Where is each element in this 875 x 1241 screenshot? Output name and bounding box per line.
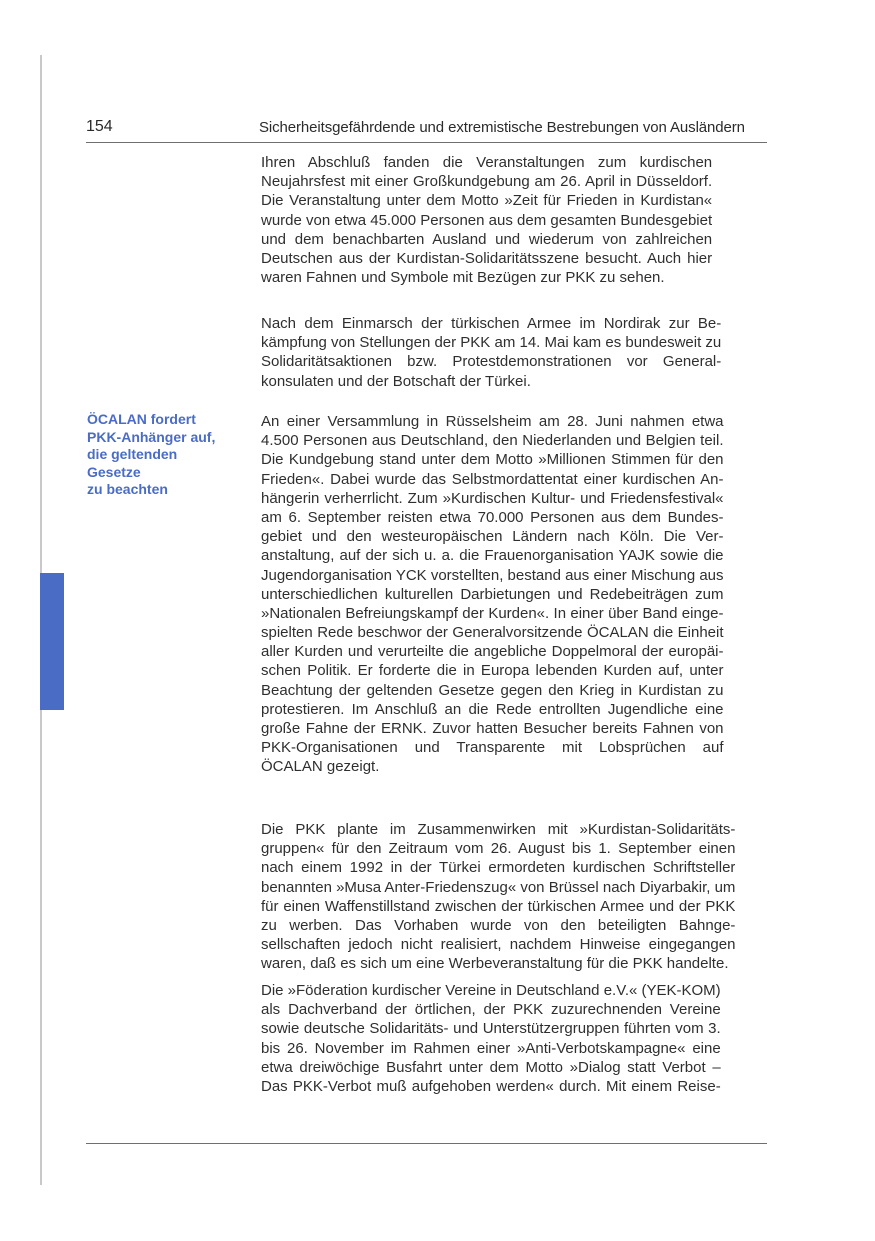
text-line: waren, daß es sich um eine Werbeveranstaltung für die PKK handelte. [261,955,729,973]
text-line: Die Veranstaltung unter dem Motto »Zeit für Frieden in Kurdistan« [261,192,713,210]
text-line: bis 26. November im Rahmen einer »Anti-Verbotskampagne« eine [261,1039,721,1057]
text-line: hängerin verherrlicht. Zum »Kurdischen Kultur- und Friedensfestival« [261,489,724,507]
text-line: Das PKK-Verbot muß aufgehoben werden« durch. Mit einem Reise- [261,1077,721,1095]
text-line: sowie deutsche Solidaritäts- und Unterstützergruppen führten vom 3. [261,1020,721,1038]
text-line: am 6. September reisten etwa 70.000 Personen aus dem Bundes- [261,508,724,526]
text-line: 4.500 Personen aus Deutschland, den Niederlanden und Belgien teil. [261,432,724,450]
text-line: gruppen« für den Zeitraum vom 26. August bis 1. September einen [261,840,736,858]
text-line: protestieren. Im Anschluß an die Rede entrollten Jugendliche eine [261,700,724,718]
margin-note-line: Gesetze [87,463,141,480]
text-line: Neujahrsfest mit einer Großkundgebung am 26. April in Düsseldorf. [261,173,713,191]
text-line: Ihren Abschluß fanden die Veranstaltungen zum kurdischen [261,154,713,171]
text-line: Die Kundgebung stand unter dem Motto »Millionen Stimmen für den [261,451,724,469]
text-line: Jugendorganisation YCK vorstellten, bestand aus einer Mischung aus [261,566,724,584]
margin-note-line: ÖCALAN fordert [87,411,196,427]
paragraph-neujahrsfest [261,153,712,287]
text-line: sellschaften jedoch nicht realisiert, nachdem Hinweise eingegangen [261,936,736,954]
paragraph-yek-kom [261,981,721,1096]
text-line: spielten Rede beschwor der Generalvorsitzende ÖCALAN die Einheit [261,624,724,642]
page-header [86,116,767,143]
text-line: Beachtung der geltenden Gesetze gegen den Krieg in Kurdistan zu [261,681,724,699]
margin-accent-bar [40,573,64,710]
text-line: waren Fahnen und Symbole mit Bezügen zur PKK zu sehen. [261,269,665,287]
margin-note [87,411,247,499]
text-line: Die »Föderation kurdischer Vereine in Deutschland e.V.« (YEK-KOM) [261,982,721,999]
paragraph-friedenszug [261,820,735,974]
text-line: als Dachverband der örtlichen, der PKK zuzurechnenden Vereine [261,1001,721,1019]
text-line: Solidaritätsaktionen bzw. Protestdemonstrationen vor General- [261,353,722,371]
text-line: schen Politik. Er forderte die in Europa lebenden Kurden auf, unter [261,662,724,680]
text-line: konsulaten und der Botschaft der Türkei. [261,372,531,390]
text-line: aller Kurden und verurteilte die angebliche Doppelmoral der europäi- [261,643,724,661]
text-line: Frieden«. Dabei wurde das Selbstmordattentat einer kurdischen An- [261,470,724,488]
text-line: »Nationalen Befreiungskampf der Kurden«. In einer über Band einge- [261,604,724,622]
margin-note-line: zu beachten [87,481,168,497]
text-line: nach einem 1992 in der Türkei ermordeten kurdischen Schriftsteller [261,859,736,877]
text-line: für einen Waffenstillstand zwischen der türkischen Armee und der PKK [261,897,736,915]
text-line: An einer Versammlung in Rüsselsheim am 28. Juni nahmen etwa [261,413,724,430]
text-line: PKK-Organisationen und Transparente mit Lobsprüchen auf [261,739,724,757]
page-number: 154 [86,118,113,135]
footer-rule [86,1143,767,1144]
text-line: wurde von etwa 45.000 Personen aus dem gesamten Bundesgebiet [261,211,713,229]
text-line: große Fahne der ERNK. Zuvor hatten Besucher bereits Fahnen von [261,720,724,737]
text-line: zu werben. Das Vorhaben wurde von den beteiligten Bahnge- [261,916,736,934]
text-line: benannten »Musa Anter-Friedenszug« von Brüssel nach Diyarbakir, um [261,878,736,896]
text-line: anstaltung, auf der sich u. a. die Frauenorganisation YAJK sowie die [261,547,724,565]
text-line: Nach dem Einmarsch der türkischen Armee im Nordirak zur Be- [261,315,722,332]
text-line: etwa dreiwöchige Busfahrt unter dem Motto »Dialog statt Verbot – [261,1058,721,1076]
text-line: ÖCALAN gezeigt. [261,758,380,776]
text-line: unterschiedlichen kulturellen Darbietungen und Redebeiträgen zum [261,585,724,603]
text-line: kämpfung von Stellungen der PKK am 14. Mai kam es bundesweit zu [261,334,722,352]
text-line: gebiet und den westeuropäischen Ländern nach Köln. Die Ver- [261,528,724,546]
text-line: Deutschen aus der Kurdistan-Solidaritätsszene besucht. Auch hier [261,249,713,267]
text-line: Die PKK plante im Zusammenwirken mit »Kurdistan-Solidaritäts- [261,821,736,838]
text-line: und dem benachbarten Ausland und wiederum von zahlreichen [261,230,713,248]
margin-note-line: PKK-Anhänger auf, [87,428,216,445]
margin-note-line: die geltenden [87,446,178,462]
paragraph-nordirak [261,314,721,391]
running-title: Sicherheitsgefährdende und extremistische Bestrebungen von Ausländern [259,119,745,136]
paragraph-ruesselsheim [261,412,724,777]
